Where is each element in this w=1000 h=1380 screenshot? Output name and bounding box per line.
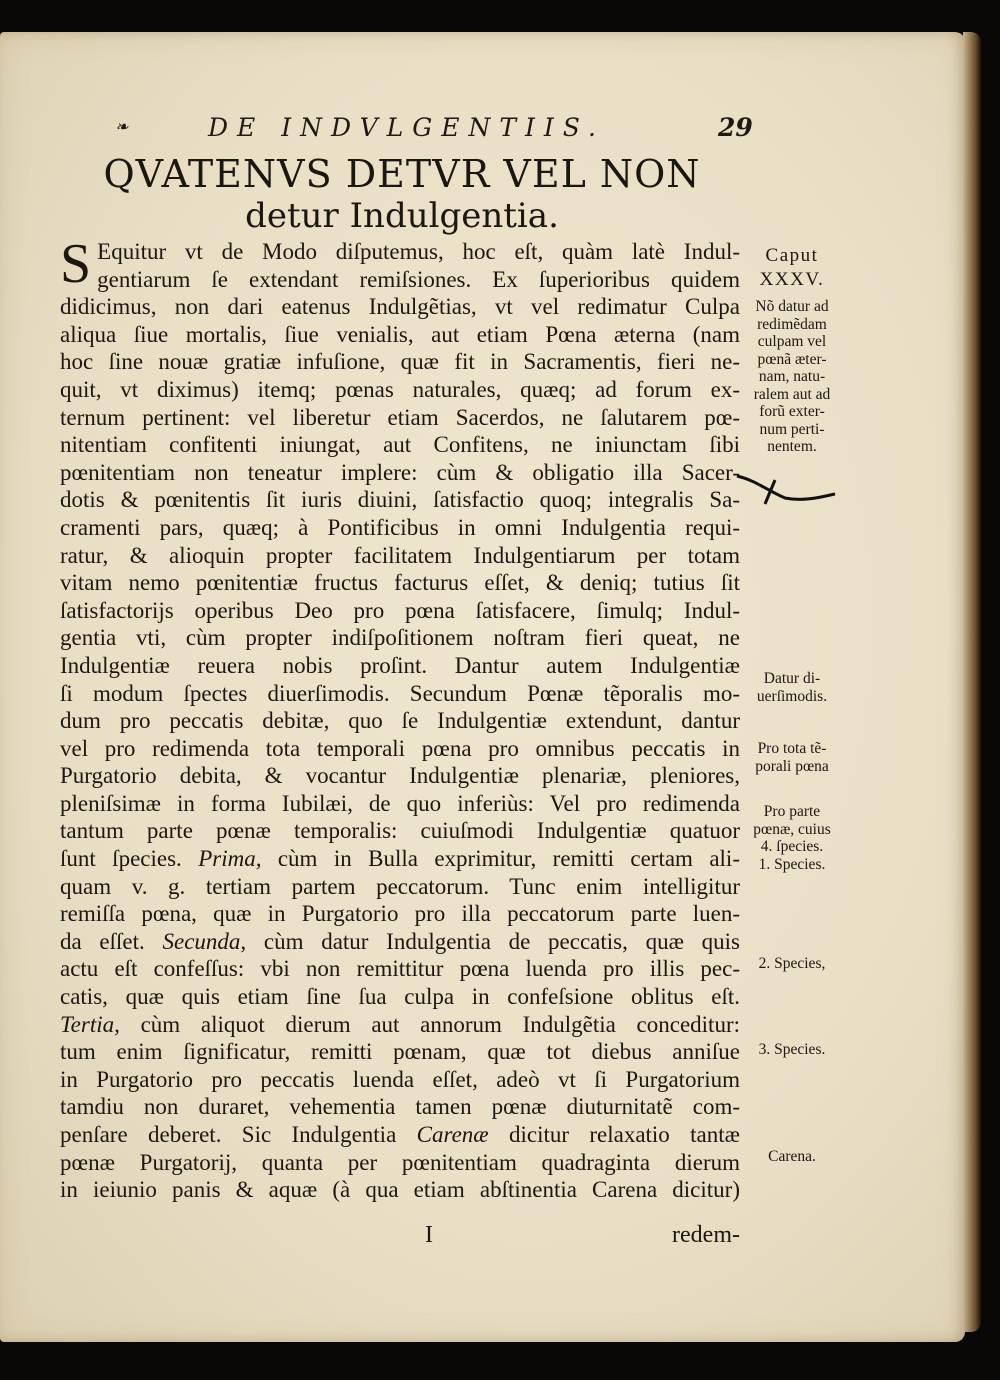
text-run: catis, quæ quis etiam ſine ſua culpa in confeſsione oblitus eſt.: [60, 984, 740, 1010]
chapter-title-line-2: detur Indulgentia.: [245, 196, 559, 236]
text-run: cùm aliquot dierum aut annorum Indulgẽtia conceditur:: [119, 1011, 740, 1037]
text-line: [60, 569, 740, 597]
italic-word: Prima,: [198, 846, 262, 872]
margin-note-line: Nõ datur ad: [755, 298, 829, 315]
text-run: dicitur relaxatio tantæ: [488, 1122, 740, 1147]
text-run: didicimus, non dari eatenus Indulgẽtias, vt vel redimatur Culpa: [60, 294, 740, 320]
text-line: [60, 900, 740, 928]
text-run: ternum pertinent: vel liberetur etiam Sacerdos, ne ſalutarem pœ-: [60, 404, 740, 430]
text-line: [60, 680, 740, 708]
chapter-title: [82, 152, 722, 238]
text-line: [60, 707, 740, 735]
text-line: [60, 486, 740, 514]
body-text: [60, 233, 740, 1204]
text-line: [60, 790, 740, 818]
text-line: [60, 735, 740, 763]
margin-note-line: nentem.: [767, 438, 817, 455]
text-line: [60, 1093, 740, 1121]
text-run: ſi modum ſpectes diuerſimodis. Secundum Pœnæ tẽporalis mo-: [60, 680, 740, 706]
text-line: [60, 293, 740, 321]
text-run: da eſſet.: [60, 928, 163, 954]
margin-note-line: porali pœna: [755, 757, 829, 775]
drop-cap: S: [60, 233, 92, 295]
text-run: hoc ſine nouæ gratiæ infuſione, quæ fit in Sacramentis, fieri ne-: [60, 349, 740, 375]
catchword: redem-: [672, 1222, 740, 1248]
text-line: [60, 1038, 740, 1066]
text-line: [60, 597, 740, 625]
italic-word: Tertia,: [60, 1011, 120, 1037]
text-line: [60, 348, 740, 376]
text-run: quit, vt diximus) itemq; pœnas naturales, quæq; ad forum ex-: [60, 376, 740, 402]
text-line: [60, 652, 740, 680]
text-run: ſunt ſpecies.: [60, 846, 199, 872]
margin-note-line: uerſimodis.: [756, 687, 828, 705]
fleuron-ornament-icon: ❧: [115, 117, 129, 136]
margin-note-line: Pro parte: [763, 803, 821, 820]
text-line: [60, 1176, 740, 1204]
signature-mark: I: [425, 1222, 433, 1248]
margin-note-line: XXXV.: [759, 269, 825, 290]
text-line: [60, 514, 740, 542]
text-line: [60, 928, 740, 956]
text-run: Equitur vt de Modo diſputemus, hoc eſt, quàm latè Indul-: [97, 239, 740, 264]
text-line: [60, 983, 740, 1011]
text-run: Indulgentiæ reuera nobis proſint. Dantur autem Indulgentiæ: [60, 652, 740, 678]
text-line: [60, 321, 740, 349]
text-run: ratur, & alioquin propter facilitatem Indulgentiarum per totam: [60, 542, 740, 568]
text-run: cramenti pars, quæq; à Pontificibus in omni Indulgentia requi-: [60, 514, 740, 540]
text-line: [60, 873, 740, 901]
text-line: [60, 1121, 740, 1149]
text-run: dum pro peccatis debitæ, quo ſe Indulgentiæ extendunt, dantur: [60, 708, 740, 734]
text-run: ſatisfactorijs operibus Deo pro pœna ſatisfacere, ſimulq; Indul-: [60, 597, 740, 623]
text-run: vitam nemo pœnitentiæ fructus facturus eſſet, & deniq; tutius ſit: [60, 570, 740, 596]
text-run: dotis & pœnitentis ſit iuris diuini, ſatisfactio quoq; integralis Sa-: [60, 487, 740, 513]
text-run: vel pro redimenda tota temporali pœna pro omnibus peccatis in: [60, 735, 740, 761]
running-header: [115, 113, 755, 149]
text-line: [60, 1149, 740, 1177]
margin-note-line: culpam vel: [757, 333, 827, 350]
text-run: pœnitentiam non teneatur implere: cùm & obligatio illa Sacer-: [60, 459, 740, 485]
text-run: nitentiam confitenti iniungat, aut Confitens, ne iniunctam ſibi: [60, 432, 740, 458]
margin-note-line: 1. Species.: [758, 855, 826, 873]
page-footer: [60, 1222, 740, 1252]
text-run: remiſſa pœna, quæ in Purgatorio pro illa peccatorum parte luen-: [60, 901, 740, 927]
text-run: gentiarum ſe extendant remiſsiones. Ex ſuperioribus quidem: [97, 266, 740, 292]
text-line: [60, 459, 740, 487]
text-line: [60, 1066, 740, 1094]
margin-note: [737, 670, 847, 705]
text-run: aliqua ſiue mortalis, ſiue venialis, aut etiam Pœna æterna (nam: [60, 321, 740, 347]
text-line: [60, 431, 740, 459]
margin-note-line: Pro tota tẽ-: [757, 740, 827, 757]
text-run: Purgatorio debita, & vocantur Indulgentiæ plenariæ, pleniores,: [60, 763, 740, 789]
margin-note-line: 2. Species,: [758, 955, 826, 972]
text-line: [60, 762, 740, 790]
italic-word: Secunda,: [162, 928, 247, 954]
text-line: [60, 955, 740, 983]
margin-note-line: num perti-: [759, 420, 825, 438]
margin-note-line: Caput: [765, 245, 819, 266]
text-line: [60, 404, 740, 432]
margin-note: [737, 1041, 847, 1059]
margin-note: [737, 803, 847, 873]
text-line: [60, 376, 740, 404]
margin-note: [737, 1148, 847, 1166]
margin-note-line: ralem aut ad: [753, 385, 831, 403]
text-line: [60, 1011, 740, 1039]
text-run: penſare deberet. Sic Indulgentia: [60, 1122, 417, 1147]
text-run: in Purgatorio pro peccatis luenda eſſet, adeò vt ſi Purgatorium: [60, 1066, 740, 1092]
margin-note: [737, 955, 847, 973]
text-run: gentia vti, cùm propter indiſpoſitionem noſtram fieri queat, ne: [60, 625, 740, 651]
margin-note: [737, 298, 847, 456]
text-run: quam v. g. tertiam partem peccatorum. Tunc enim intelligitur: [60, 873, 740, 899]
text-run: in ieiunio panis & aquæ (à qua etiam abſtinentia Carena dicitur): [60, 1177, 740, 1203]
margin-note-line: 3. Species.: [758, 1041, 826, 1058]
margin-note: [737, 244, 847, 292]
text-line: [60, 817, 740, 845]
margin-note-line: forũ exter-: [759, 403, 825, 420]
text-run: pœnæ Purgatorij, quanta per pœnitentiam quadraginta dierum: [60, 1149, 740, 1175]
text-run: actu eſt confeſſus: vbi non remittitur pœna luenda pro illis pec-: [60, 956, 740, 982]
margin-note-line: redimẽdam: [757, 315, 827, 333]
margin-note-line: pœnã æter-: [757, 350, 827, 368]
page-edge: [963, 32, 981, 1332]
margin-note: [737, 740, 847, 775]
text-run: cùm datur Indulgentia de peccatis, quæ quis: [246, 928, 740, 954]
margin-note-line: pœnæ, cuius: [753, 820, 831, 838]
text-run: tum enim ſignificatur, remitti pœnam, quæ tot diebus anniſue: [60, 1039, 740, 1065]
margin-note-line: Datur di-: [763, 670, 821, 687]
text-run: tantum parte pœnæ temporalis: cuiuſmodi Indulgentiæ quatuor: [60, 818, 740, 844]
running-title: DE INDVLGENTIIS.: [208, 113, 605, 142]
text-line: [60, 845, 740, 873]
chapter-title-line-1: QVATENVS DETVR VEL NON: [103, 152, 701, 196]
text-run: pleniſsimæ in forma Iubilæi, de quo inferiùs: Vel pro redimenda: [60, 790, 740, 816]
margin-note-line: 4. ſpecies.: [760, 838, 824, 855]
margin-note-line: nam, natu-: [758, 368, 826, 385]
text-run: cùm in Bulla exprimitur, remitti certam ali-: [261, 846, 740, 872]
text-run: tamdiu non duraret, vehementia tamen pœnæ diuturnitatẽ com-: [60, 1094, 740, 1120]
italic-word: Carenæ: [416, 1122, 489, 1147]
text-line: [60, 266, 740, 294]
page-number: 29: [718, 113, 753, 142]
text-line: [60, 542, 740, 570]
margin-note-line: Carena.: [768, 1148, 816, 1165]
ink-pointer-mark: [735, 470, 845, 510]
text-line: [60, 624, 740, 652]
